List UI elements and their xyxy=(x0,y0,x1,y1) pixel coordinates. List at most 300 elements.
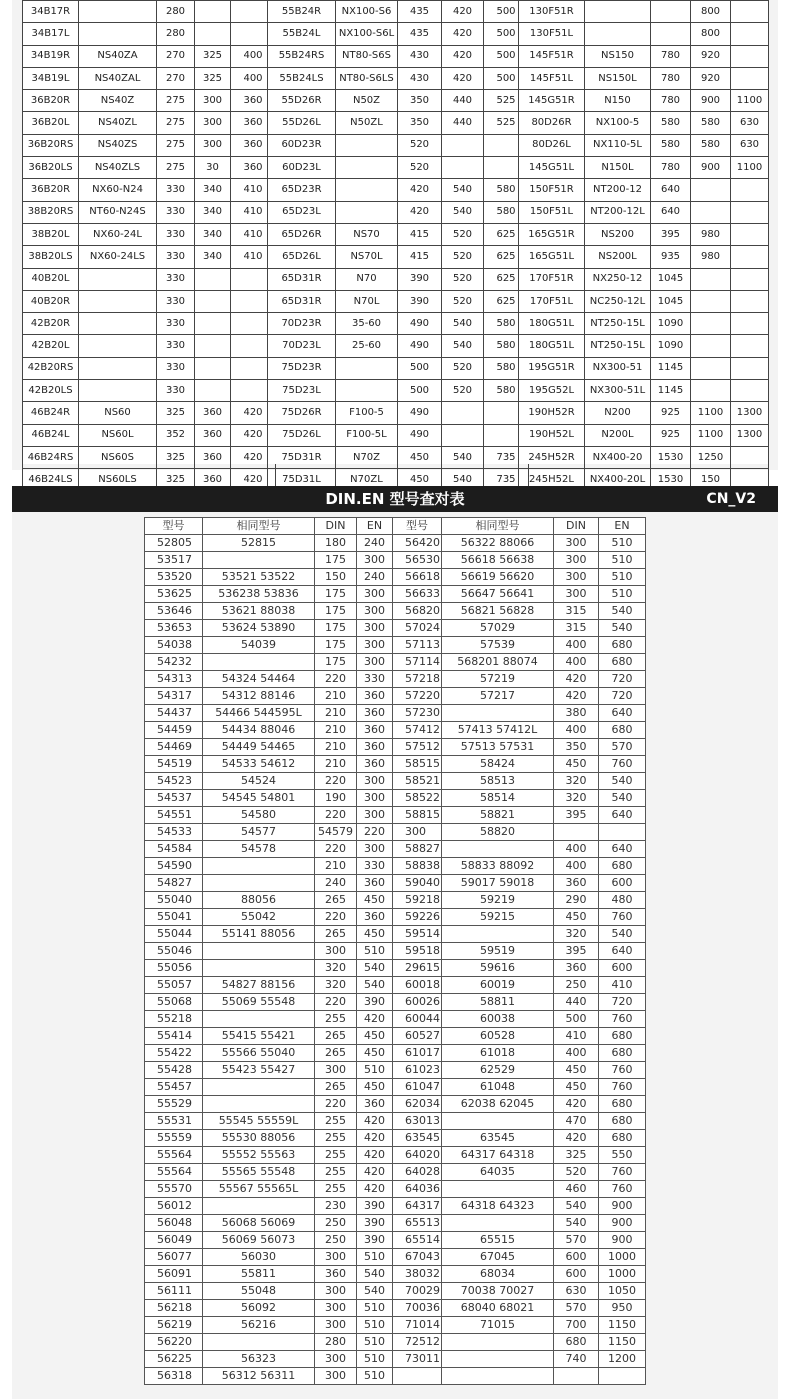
table-cell: 34B17L xyxy=(23,23,79,45)
table-row xyxy=(145,1283,646,1300)
table-cell: 255 xyxy=(315,1113,357,1130)
table-cell: 330 xyxy=(157,380,195,402)
table-cell: 400 xyxy=(231,45,276,67)
table-cell: 56618 56638 xyxy=(442,552,554,569)
table-cell: 170F51R xyxy=(519,268,585,290)
table-cell: 420 xyxy=(554,671,599,688)
table-cell: 720 xyxy=(599,671,646,688)
table-cell: 65513 xyxy=(393,1215,442,1232)
table-cell xyxy=(393,1368,442,1385)
table-cell: 65D31R xyxy=(268,290,336,312)
battery-table-top xyxy=(12,0,778,485)
table-cell: NS200 xyxy=(585,223,651,245)
table-cell: 1150 xyxy=(599,1334,646,1351)
table-cell: 420 xyxy=(398,201,442,223)
table-cell: 325 xyxy=(195,45,231,67)
column-header: 型号 xyxy=(393,518,442,535)
table-row xyxy=(23,357,276,379)
table-row xyxy=(145,586,646,603)
table-cell: 760 xyxy=(599,1011,646,1028)
table-cell xyxy=(731,380,769,402)
table-cell: 53653 xyxy=(145,620,203,637)
table-cell: 520 xyxy=(442,268,484,290)
table-cell: 390 xyxy=(357,1232,393,1249)
table-row xyxy=(23,1,276,23)
table-cell: 56049 xyxy=(145,1232,203,1249)
table-row xyxy=(519,201,769,223)
table-cell: 390 xyxy=(398,268,442,290)
table-cell: 55B24RS xyxy=(268,45,336,67)
table-cell: 600 xyxy=(599,875,646,892)
table-cell: 54537 xyxy=(145,790,203,807)
table-cell: 360 xyxy=(231,90,276,112)
table-cell: 55423 55427 xyxy=(203,1062,315,1079)
table-cell: 54466 544595L xyxy=(203,705,315,722)
table-cell: 330 xyxy=(157,201,195,223)
table-cell: 330 xyxy=(157,246,195,268)
table-cell: NS70L xyxy=(336,246,398,268)
table-cell: 420 xyxy=(442,1,484,23)
table-cell: 536238 53836 xyxy=(203,586,315,603)
table-row xyxy=(145,620,646,637)
table-cell: 72512 xyxy=(393,1334,442,1351)
table-cell: 60527 xyxy=(393,1028,442,1045)
table-cell xyxy=(731,268,769,290)
table-cell: 400 xyxy=(554,637,599,654)
table-cell: 640 xyxy=(651,179,691,201)
table-cell xyxy=(731,357,769,379)
table-cell: 275 xyxy=(157,157,195,179)
table-cell: 55044 xyxy=(145,926,203,943)
table-cell: 1090 xyxy=(651,335,691,357)
table-cell: 935 xyxy=(651,246,691,268)
table-cell: 55046 xyxy=(145,943,203,960)
table-cell: 265 xyxy=(315,1028,357,1045)
table-cell: 46B24L xyxy=(23,424,79,446)
table-cell: 760 xyxy=(599,1079,646,1096)
table-cell: 275 xyxy=(157,134,195,156)
table-cell: 56322 88066 xyxy=(442,535,554,552)
table-cell: 300 xyxy=(357,586,393,603)
table-cell: 67043 xyxy=(393,1249,442,1266)
table-cell: 570 xyxy=(554,1300,599,1317)
table-cell: 61023 xyxy=(393,1062,442,1079)
table-row xyxy=(519,112,769,134)
table-cell: 1300 xyxy=(731,424,769,446)
table-cell xyxy=(79,380,157,402)
table-row xyxy=(145,654,646,671)
table-cell: 67045 xyxy=(442,1249,554,1266)
table-cell: 625 xyxy=(484,246,529,268)
table-row xyxy=(268,201,529,223)
table-cell: 54317 xyxy=(145,688,203,705)
table-row xyxy=(145,603,646,620)
table-cell: 55428 xyxy=(145,1062,203,1079)
table-cell: 54313 xyxy=(145,671,203,688)
table-cell: 250 xyxy=(554,977,599,994)
table-cell: 70038 70027 xyxy=(442,1283,554,1300)
table-cell: 410 xyxy=(231,223,276,245)
table-cell: 54590 xyxy=(145,858,203,875)
table-cell: 62038 62045 xyxy=(442,1096,554,1113)
table-cell: 280 xyxy=(157,1,195,23)
table-cell: 265 xyxy=(315,1045,357,1062)
table-cell: 300 xyxy=(357,807,393,824)
table-cell: 580 xyxy=(484,201,529,223)
table-cell: 520 xyxy=(442,380,484,402)
table-cell: 54577 xyxy=(203,824,315,841)
table-cell: 570 xyxy=(599,739,646,756)
table-cell: 1100 xyxy=(731,157,769,179)
table-cell: 330 xyxy=(357,858,393,875)
table-cell: 315 xyxy=(554,603,599,620)
table-cell: 520 xyxy=(398,134,442,156)
table-cell: 430 xyxy=(398,45,442,67)
table-cell xyxy=(203,1198,315,1215)
table-cell: 36B20R xyxy=(23,90,79,112)
table-cell: 330 xyxy=(157,290,195,312)
table-cell: N200L xyxy=(585,424,651,446)
table-cell: 540 xyxy=(599,620,646,637)
table-cell: 210 xyxy=(315,705,357,722)
table-row xyxy=(519,402,769,424)
table-cell xyxy=(691,290,731,312)
table-cell: 600 xyxy=(554,1266,599,1283)
table-cell xyxy=(599,824,646,841)
table-cell: 250 xyxy=(315,1215,357,1232)
table-cell: 55141 88056 xyxy=(203,926,315,943)
table-cell xyxy=(731,201,769,223)
table-cell: 480 xyxy=(599,892,646,909)
table-cell: 55B24L xyxy=(268,23,336,45)
table-cell: 56077 xyxy=(145,1249,203,1266)
table-cell: 38032 xyxy=(393,1266,442,1283)
table-cell xyxy=(554,1368,599,1385)
table-cell: 490 xyxy=(398,313,442,335)
table-cell: 190H52L xyxy=(519,424,585,446)
table-cell: 540 xyxy=(554,1198,599,1215)
table-cell: 400 xyxy=(554,1045,599,1062)
table-row xyxy=(145,977,646,994)
table-cell xyxy=(731,446,769,468)
table-cell: 55041 xyxy=(145,909,203,926)
table-header-row xyxy=(145,518,646,535)
table-cell xyxy=(203,552,315,569)
table-cell: N70 xyxy=(336,268,398,290)
table-cell: 54324 54464 xyxy=(203,671,315,688)
table-cell xyxy=(195,335,231,357)
table-row xyxy=(145,994,646,1011)
table-cell: 59040 xyxy=(393,875,442,892)
table-cell: 64028 xyxy=(393,1164,442,1181)
table-cell: 540 xyxy=(357,977,393,994)
table-cell: NX400-20 xyxy=(585,446,651,468)
table-cell: 63013 xyxy=(393,1113,442,1130)
table-cell: 59226 xyxy=(393,909,442,926)
table-cell: 630 xyxy=(731,112,769,134)
table-cell: 38B20RS xyxy=(23,201,79,223)
table-cell: 230 xyxy=(315,1198,357,1215)
table-cell: 56312 56311 xyxy=(203,1368,315,1385)
table-row xyxy=(268,112,529,134)
table-cell: 1050 xyxy=(599,1283,646,1300)
table-cell: 54584 xyxy=(145,841,203,858)
table-cell: 540 xyxy=(442,335,484,357)
table-cell: 130F51L xyxy=(519,23,585,45)
table-cell: 265 xyxy=(315,1079,357,1096)
table-cell: 55545 55559L xyxy=(203,1113,315,1130)
table-row xyxy=(145,1249,646,1266)
table-cell: 450 xyxy=(357,926,393,943)
table-cell: 210 xyxy=(315,739,357,756)
table-cell: 56218 xyxy=(145,1300,203,1317)
table-cell: 500 xyxy=(554,1011,599,1028)
table-cell: N50ZL xyxy=(336,112,398,134)
table-cell: 540 xyxy=(599,603,646,620)
table-cell: 180G51L xyxy=(519,313,585,335)
table-cell: 300 xyxy=(357,637,393,654)
table-cell: 57029 xyxy=(442,620,554,637)
table-cell: 420 xyxy=(357,1147,393,1164)
table-cell: F100-5L xyxy=(336,424,398,446)
table-cell: 680 xyxy=(599,722,646,739)
table-row xyxy=(268,402,529,424)
table-cell: NX100-S6 xyxy=(336,1,398,23)
table-cell: 71014 xyxy=(393,1317,442,1334)
table-cell xyxy=(554,824,599,841)
table-cell: 520 xyxy=(442,290,484,312)
table-cell: 210 xyxy=(315,722,357,739)
table-cell: 56216 xyxy=(203,1317,315,1334)
table-cell: 180 xyxy=(315,535,357,552)
table-cell: 59518 xyxy=(393,943,442,960)
table-cell: 56619 56620 xyxy=(442,569,554,586)
table-cell: 61047 xyxy=(393,1079,442,1096)
table-cell: 1150 xyxy=(599,1317,646,1334)
table-row xyxy=(23,67,276,89)
table-cell: 300 xyxy=(357,841,393,858)
table-cell: 300 xyxy=(554,569,599,586)
table-cell: 1000 xyxy=(599,1249,646,1266)
table-cell: NC250-12L xyxy=(585,290,651,312)
table-cell xyxy=(195,357,231,379)
table-row xyxy=(268,157,529,179)
table-row xyxy=(23,246,276,268)
table-cell: 55048 xyxy=(203,1283,315,1300)
column-header: EN xyxy=(599,518,646,535)
table-cell: 56068 56069 xyxy=(203,1215,315,1232)
table-cell: 520 xyxy=(442,223,484,245)
table-cell: 55040 xyxy=(145,892,203,909)
table-cell: 900 xyxy=(599,1232,646,1249)
column-header: 相同型号 xyxy=(442,518,554,535)
table-cell: 220 xyxy=(315,841,357,858)
table-cell xyxy=(691,313,731,335)
table-cell: 390 xyxy=(357,1198,393,1215)
table-row xyxy=(23,402,276,424)
table-cell: 300 xyxy=(357,790,393,807)
table-cell: 360 xyxy=(357,688,393,705)
table-cell: 780 xyxy=(651,90,691,112)
table-cell: 680 xyxy=(599,637,646,654)
table-row xyxy=(145,1181,646,1198)
table-cell: 65D26R xyxy=(268,223,336,245)
table-cell: 54469 xyxy=(145,739,203,756)
table-row xyxy=(145,569,646,586)
table-cell xyxy=(79,335,157,357)
table-cell: 56647 56641 xyxy=(442,586,554,603)
table-row xyxy=(268,357,529,379)
table-cell: 75D23R xyxy=(268,357,336,379)
top-panel-right xyxy=(518,0,768,485)
table-cell: 420 xyxy=(554,688,599,705)
table-cell: 59017 59018 xyxy=(442,875,554,892)
table-cell: 40B20R xyxy=(23,290,79,312)
table-cell: 735 xyxy=(484,446,529,468)
table-cell: 390 xyxy=(357,994,393,1011)
table-cell: 500 xyxy=(484,23,529,45)
table-cell: 40B20L xyxy=(23,268,79,290)
table-cell: 340 xyxy=(195,179,231,201)
table-cell: 55457 xyxy=(145,1079,203,1096)
table-cell: 360 xyxy=(554,960,599,977)
table-cell: 580 xyxy=(484,380,529,402)
table-cell: 42B20LS xyxy=(23,380,79,402)
table-cell: 56220 xyxy=(145,1334,203,1351)
table-cell: 70036 xyxy=(393,1300,442,1317)
table-cell: 57114 xyxy=(393,654,442,671)
table-cell: 150F51L xyxy=(519,201,585,223)
table-cell: 54827 88156 xyxy=(203,977,315,994)
table-cell: 54039 xyxy=(203,637,315,654)
table-cell: 53521 53522 xyxy=(203,569,315,586)
table-cell: 57539 xyxy=(442,637,554,654)
table-cell: 56111 xyxy=(145,1283,203,1300)
table-cell: 220 xyxy=(315,671,357,688)
table-cell xyxy=(442,1113,554,1130)
table-row xyxy=(519,290,769,312)
table-cell: 400 xyxy=(554,858,599,875)
table-cell: 580 xyxy=(484,335,529,357)
table-cell: 65D23R xyxy=(268,179,336,201)
table-row xyxy=(145,1164,646,1181)
table-cell: 70D23R xyxy=(268,313,336,335)
table-cell: NT200-12 xyxy=(585,179,651,201)
table-cell xyxy=(203,875,315,892)
banner-code: CN_V2 xyxy=(706,491,756,507)
table-cell xyxy=(691,357,731,379)
table-cell: NS40ZL xyxy=(79,112,157,134)
table-row xyxy=(519,45,769,67)
table-cell: 630 xyxy=(731,134,769,156)
table-cell: 390 xyxy=(357,1215,393,1232)
table-cell: 450 xyxy=(357,1028,393,1045)
table-cell: 1100 xyxy=(731,90,769,112)
table-cell: 25-60 xyxy=(336,335,398,357)
table-cell: 400 xyxy=(554,841,599,858)
table-cell: 240 xyxy=(315,875,357,892)
table-cell: 325 xyxy=(157,446,195,468)
table-row xyxy=(268,67,529,89)
table-cell: NX300-51L xyxy=(585,380,651,402)
din-en-table-wrapper xyxy=(144,517,645,1385)
table-cell xyxy=(691,335,731,357)
table-cell xyxy=(195,313,231,335)
table-cell: 57218 xyxy=(393,671,442,688)
table-row xyxy=(519,23,769,45)
table-cell: 58424 xyxy=(442,756,554,773)
table-row xyxy=(23,335,276,357)
table-cell: 325 xyxy=(554,1147,599,1164)
table-row xyxy=(519,268,769,290)
table-cell: 290 xyxy=(554,892,599,909)
table-cell: NS40ZA xyxy=(79,45,157,67)
table-cell: NS60LS xyxy=(79,469,157,491)
table-cell: 490 xyxy=(398,402,442,424)
table-cell: 420 xyxy=(398,179,442,201)
table-cell: 65D31R xyxy=(268,268,336,290)
table-cell: 680 xyxy=(599,1045,646,1062)
table-cell: 320 xyxy=(554,790,599,807)
table-cell: 55218 xyxy=(145,1011,203,1028)
table-cell: 360 xyxy=(357,722,393,739)
din-table-body xyxy=(145,518,646,1385)
table-cell: 68034 xyxy=(442,1266,554,1283)
table-cell: 34B19L xyxy=(23,67,79,89)
table-cell: 60044 xyxy=(393,1011,442,1028)
table-row xyxy=(519,67,769,89)
table-cell: 54533 54612 xyxy=(203,756,315,773)
table-cell: 54449 54465 xyxy=(203,739,315,756)
table-cell: 55069 55548 xyxy=(203,994,315,1011)
table-cell: 640 xyxy=(599,943,646,960)
table-cell: NT250-15L xyxy=(585,335,651,357)
table-cell: 540 xyxy=(599,773,646,790)
table-cell: 380 xyxy=(554,705,599,722)
table-cell: 320 xyxy=(554,926,599,943)
table-cell: 180G51L xyxy=(519,335,585,357)
table-cell xyxy=(731,290,769,312)
table-cell: 255 xyxy=(315,1147,357,1164)
table-row xyxy=(519,134,769,156)
table-cell: 56618 xyxy=(393,569,442,586)
table-cell: 525 xyxy=(484,112,529,134)
table-cell: 55414 xyxy=(145,1028,203,1045)
table-cell: 73011 xyxy=(393,1351,442,1368)
table-cell: 360 xyxy=(357,909,393,926)
table-cell: 54459 xyxy=(145,722,203,739)
table-cell: 61018 xyxy=(442,1045,554,1062)
table-cell: 360 xyxy=(231,134,276,156)
table-row xyxy=(145,722,646,739)
table-cell: 53621 88038 xyxy=(203,603,315,620)
table-cell: 175 xyxy=(315,586,357,603)
table-cell: 300 xyxy=(393,824,442,841)
table-cell: 46B24RS xyxy=(23,446,79,468)
table-cell: 350 xyxy=(398,90,442,112)
table-cell: 52805 xyxy=(145,535,203,552)
table-cell: 75D26R xyxy=(268,402,336,424)
column-header: DIN xyxy=(554,518,599,535)
table-cell: NS150L xyxy=(585,67,651,89)
table-cell: 64317 64318 xyxy=(442,1147,554,1164)
table-cell: 720 xyxy=(599,994,646,1011)
table-cell: 410 xyxy=(231,201,276,223)
table-cell: 30 xyxy=(195,157,231,179)
table-cell: 580 xyxy=(651,134,691,156)
table-cell: 360 xyxy=(231,112,276,134)
table-cell: 450 xyxy=(357,1079,393,1096)
